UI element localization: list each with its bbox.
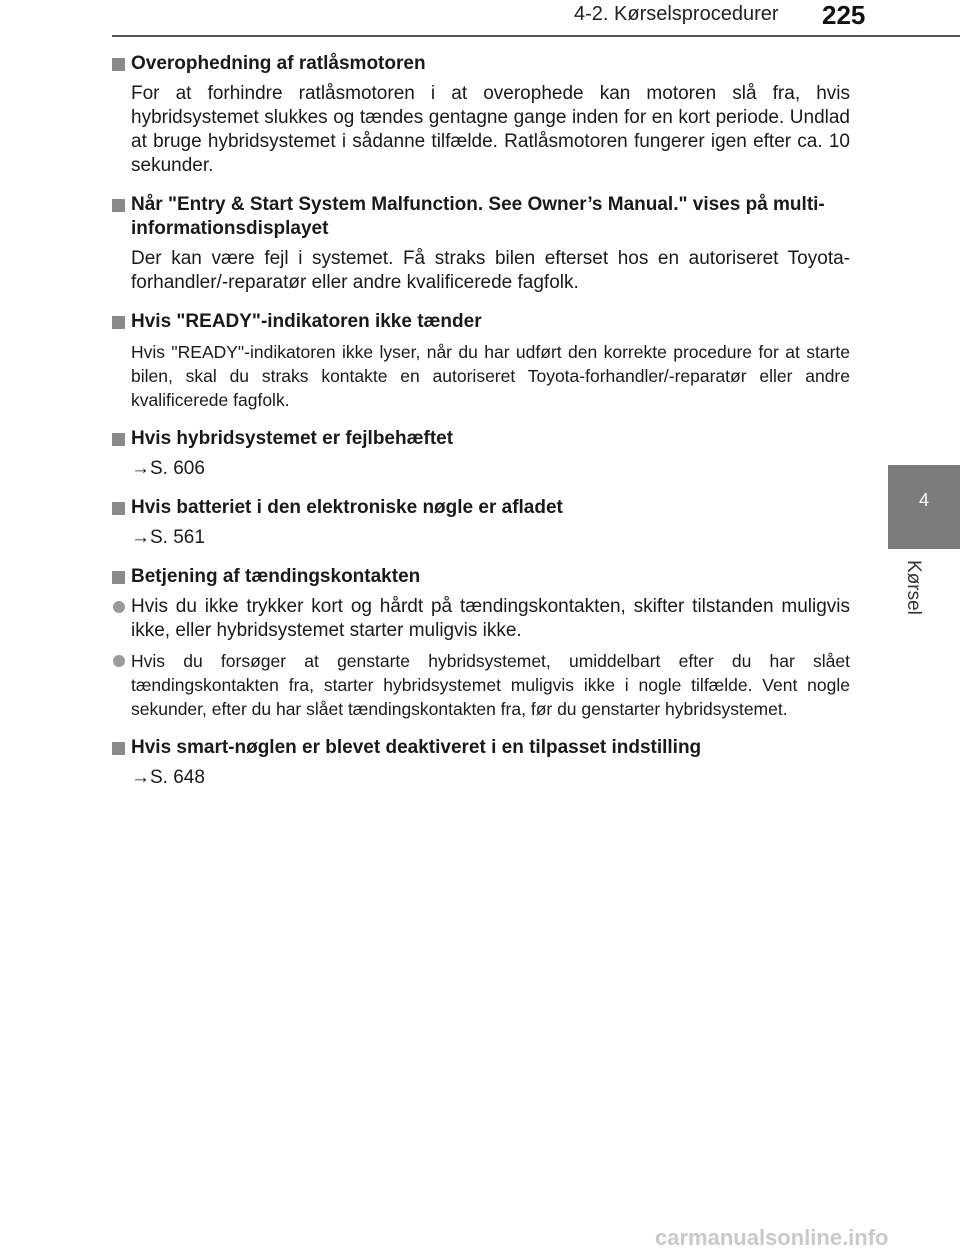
page-content — [112, 46, 850, 790]
square-bullet-icon — [112, 742, 125, 755]
section-malfunction — [112, 193, 850, 295]
page-reference-link[interactable]: →S. 606 — [131, 458, 205, 479]
watermark: carmanualsonline.info — [655, 1225, 889, 1250]
section-smart-key — [112, 736, 850, 790]
circle-bullet-icon — [113, 601, 125, 613]
page-reference-link[interactable]: →S. 648 — [131, 767, 205, 788]
section-title: Hvis "READY"-indikatoren ikke tænder — [131, 311, 482, 332]
section-text: For at forhindre ratlåsmotoren i at overophede kan motoren slå fra, hvis hybridsystemet slukkes og tændes gentagne gange inden for en kort periode. Undlad at bruge hybridsystemet i sådanne tilfælde. Ratlåsmotoren fungerer igen efter ca. 10 sekunder. — [131, 83, 850, 176]
list-item: Hvis du ikke trykker kort og hårdt på tændingskontakten, skifter tilstanden muligvis ikke, eller hybridsystemet starter muligvis ikke. — [112, 595, 850, 643]
square-bullet-icon — [112, 58, 125, 71]
section-key-battery — [112, 496, 850, 550]
section-title: Når "Entry & Start System Malfunction. See Owner’s Manual." vises på multi-informationsdisplayet — [131, 194, 825, 239]
page-reference-link[interactable]: →S. 561 — [131, 527, 205, 548]
square-bullet-icon — [112, 316, 125, 329]
section-title: Betjening af tændingskontakten — [131, 566, 421, 587]
section-label: 4-2. Kørselsprocedurer — [574, 3, 779, 25]
square-bullet-icon — [112, 502, 125, 515]
section-ignition-switch — [112, 565, 850, 721]
chapter-label: Kørsel — [903, 560, 924, 615]
square-bullet-icon — [112, 199, 125, 212]
section-title: Overophedning af ratlåsmotoren — [131, 53, 426, 74]
section-text: Der kan være fejl i systemet. Få straks bilen efterset hos en autoriseret Toyota-forhandler/-reparatør eller andre kvalificerede fagfolk. — [131, 248, 850, 293]
chapter-tab: 4 — [888, 465, 960, 549]
section-hybrid-fault — [112, 427, 850, 481]
section-title: Hvis batteriet i den elektroniske nøgle er afladet — [131, 497, 563, 518]
page-number: 225 — [822, 0, 866, 30]
section-ready-indicator — [112, 310, 850, 412]
square-bullet-icon — [112, 571, 125, 584]
circle-bullet-icon — [113, 655, 125, 667]
section-title: Hvis smart-nøglen er blevet deaktiveret i en tilpasset indstilling — [131, 737, 702, 758]
section-text: Hvis "READY"-indikatoren ikke lyser, når du har udført den korrekte procedure for at starte bilen, skal du straks kontakte en autoriseret Toyota-forhandler/-reparatør eller andre kvalificerede fagfolk. — [131, 342, 850, 410]
list-item: Hvis du forsøger at genstarte hybridsystemet, umiddelbart efter du har slået tændingskontakten fra, starter hybridsystemet muligvis ikke i nogle tilfælde. Vent nogle sekunder, efter du har slået tændingskontakten fra, før du genstarter hybridsystemet. — [112, 649, 850, 721]
section-title: Hvis hybridsystemet er fejlbehæftet — [131, 428, 454, 449]
section-overheating — [112, 52, 850, 178]
header-rule — [112, 35, 960, 37]
square-bullet-icon — [112, 433, 125, 446]
